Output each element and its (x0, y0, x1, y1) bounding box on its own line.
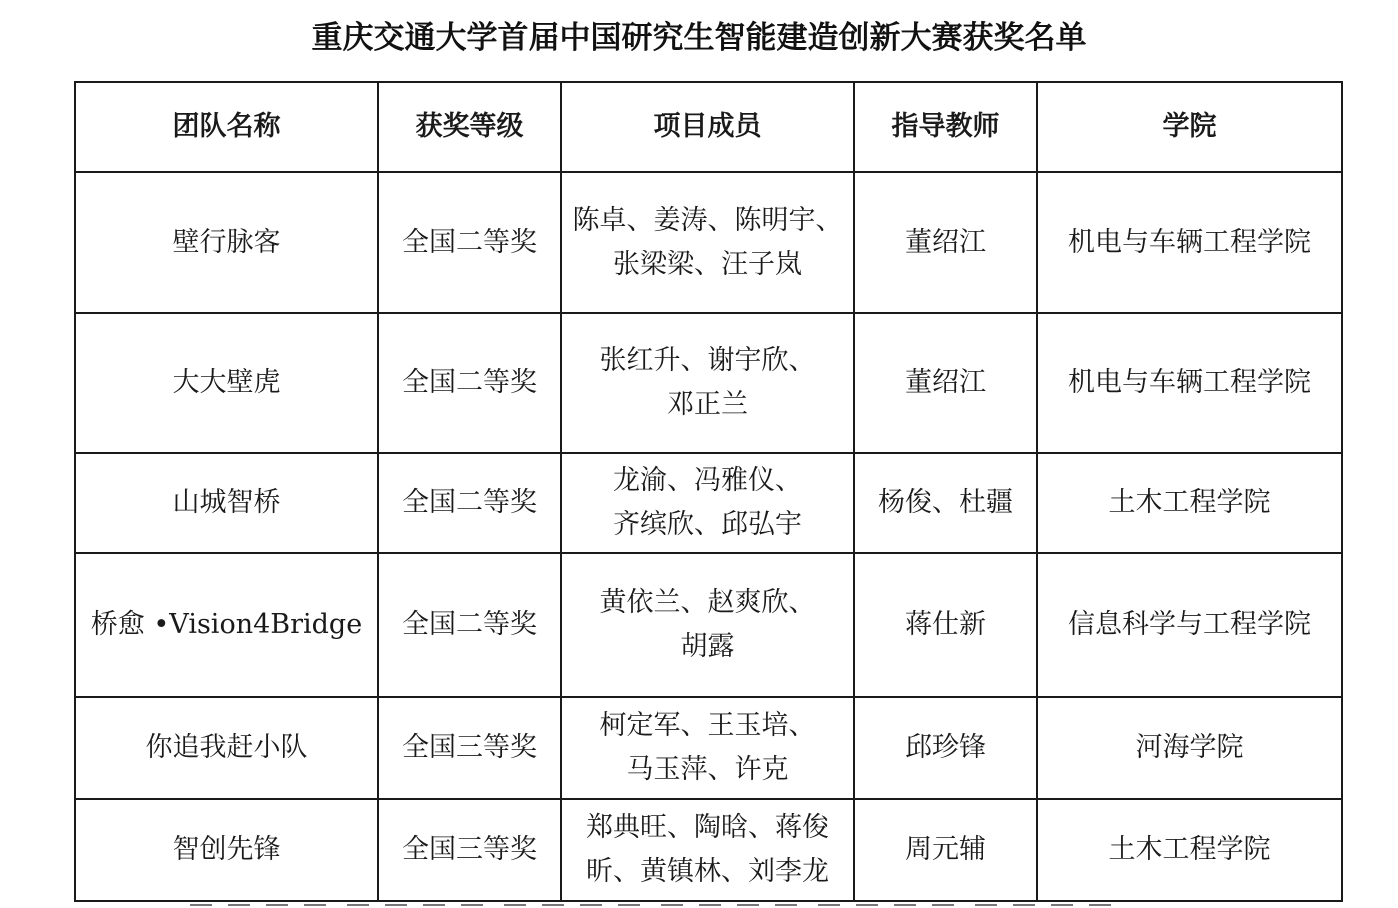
award-level-cell: 全国二等奖 (378, 453, 561, 553)
table-row (75, 453, 1342, 553)
members-cell (561, 553, 854, 697)
college-cell: 河海学院 (1037, 697, 1342, 799)
members-cell (561, 453, 854, 553)
award-level-cell: 全国二等奖 (378, 172, 561, 313)
table-row (75, 799, 1342, 901)
advisor-cell: 邱珍锋 (854, 697, 1037, 799)
award-level-cell: 全国三等奖 (378, 697, 561, 799)
members-cell (561, 697, 854, 799)
college-cell: 信息科学与工程学院 (1037, 553, 1342, 697)
team-name-cell: 大大壁虎 (75, 313, 378, 453)
members-line: 邓正兰 (667, 389, 748, 420)
award-level-cell: 全国二等奖 (378, 313, 561, 453)
advisor-cell: 董绍江 (854, 313, 1037, 453)
members-cell (561, 313, 854, 453)
table-row (75, 697, 1342, 799)
awards-table (74, 81, 1343, 902)
members-line: 龙渝、冯雅仪、 (613, 465, 802, 496)
table-row (75, 313, 1342, 453)
members-cell (561, 799, 854, 901)
team-name-cell: 壁行脉客 (75, 172, 378, 313)
header-college: 学院 (1037, 82, 1342, 172)
team-name-cell: 你追我赶小队 (75, 697, 378, 799)
advisor-cell: 蒋仕新 (854, 553, 1037, 697)
team-name-cell: 山城智桥 (75, 453, 378, 553)
members-line: 柯定军、王玉培、 (599, 710, 816, 741)
members-line: 陈卓、姜涛、陈明宇、 (572, 204, 843, 236)
header-advisor: 指导教师 (854, 82, 1037, 172)
members-line: 昕、黄镇林、刘李龙 (586, 856, 829, 887)
team-name-cell: 智创先锋 (75, 799, 378, 901)
table-header-row (75, 82, 1342, 172)
college-cell: 机电与车辆工程学院 (1037, 172, 1342, 313)
college-cell: 机电与车辆工程学院 (1037, 313, 1342, 453)
award-level-cell: 全国三等奖 (378, 799, 561, 901)
table-row (75, 172, 1342, 313)
header-award-level: 获奖等级 (378, 82, 561, 172)
members-line: 齐缤欣、邱弘宇 (613, 509, 802, 540)
header-members: 项目成员 (561, 82, 854, 172)
college-cell: 土木工程学院 (1037, 799, 1342, 901)
members-line: 马玉萍、许克 (626, 754, 789, 785)
advisor-cell: 周元辅 (854, 799, 1037, 901)
header-team-name: 团队名称 (75, 82, 378, 172)
college-cell: 土木工程学院 (1037, 453, 1342, 553)
advisor-cell: 董绍江 (854, 172, 1037, 313)
award-level-cell: 全国二等奖 (378, 553, 561, 697)
members-cell (561, 172, 854, 313)
members-line: 张红升、谢宇欣、 (599, 345, 816, 376)
members-line: 郑典旺、陶晗、蒋俊 (586, 812, 829, 843)
members-line: 胡露 (680, 631, 735, 662)
table-row (75, 553, 1342, 697)
cut-off-text-line (190, 899, 1290, 908)
members-line: 黄依兰、赵爽欣、 (599, 587, 816, 618)
members-line: 张梁梁、汪子岚 (613, 248, 802, 280)
team-name-cell: 桥愈 •Vision4Bridge (75, 553, 378, 697)
advisor-cell: 杨俊、杜疆 (854, 453, 1037, 553)
page-title: 重庆交通大学首届中国研究生智能建造创新大赛获奖名单 (311, 20, 1087, 56)
